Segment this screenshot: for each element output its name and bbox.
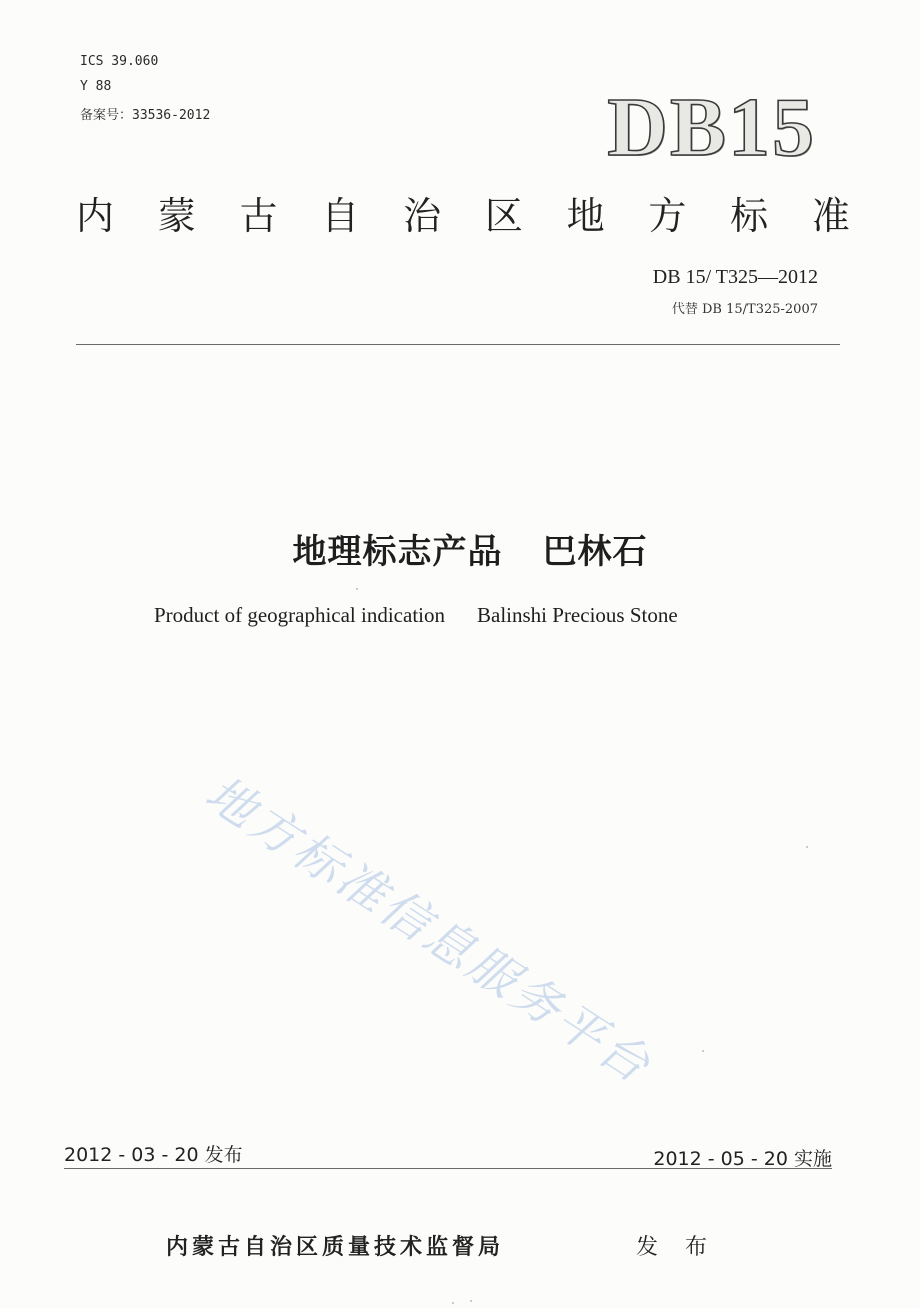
chinese-title xyxy=(0,524,920,573)
english-title xyxy=(154,603,678,628)
header-char: 自 xyxy=(321,194,360,238)
header-char: 区 xyxy=(484,194,523,238)
chinese-title-part1: 地理标志产品 xyxy=(292,532,503,572)
standard-number: DB 15/ T325—2012 xyxy=(652,266,818,288)
header-char: 准 xyxy=(811,194,850,238)
footer-divider xyxy=(64,1168,832,1169)
header-char: 地 xyxy=(566,194,605,238)
header-char: 古 xyxy=(239,194,278,238)
record-number: 备案号：33536-2012 xyxy=(80,108,211,123)
english-title-part1: Product of geographical indication xyxy=(154,603,445,627)
header-char: 蒙 xyxy=(157,194,196,238)
ccs-code: Y 88 xyxy=(80,79,112,94)
header-divider xyxy=(76,344,840,345)
header-char: 治 xyxy=(403,194,442,238)
issue-date: 2012 - 03 - 20 发布 xyxy=(64,1144,243,1166)
ics-code: ICS 39.060 xyxy=(80,54,159,69)
header-char: 方 xyxy=(648,194,687,238)
publish-label: 发 布 xyxy=(636,1235,717,1260)
header-char: 标 xyxy=(730,194,769,238)
replaces-note: 代替 DB 15/T325-2007 xyxy=(671,302,818,317)
chinese-title-part2: 巴林石 xyxy=(542,532,648,572)
english-title-part2: Balinshi Precious Stone xyxy=(477,603,678,627)
db15-mark: DB15 xyxy=(607,81,816,174)
header-char: 内 xyxy=(76,194,115,238)
standard-category-title xyxy=(76,192,850,240)
implementation-date: 2012 - 05 - 20 实施 xyxy=(653,1148,832,1170)
publisher-name: 内蒙古自治区质量技术监督局 xyxy=(166,1235,505,1260)
watermark: 地方标准信息服务平台 xyxy=(195,765,663,1096)
